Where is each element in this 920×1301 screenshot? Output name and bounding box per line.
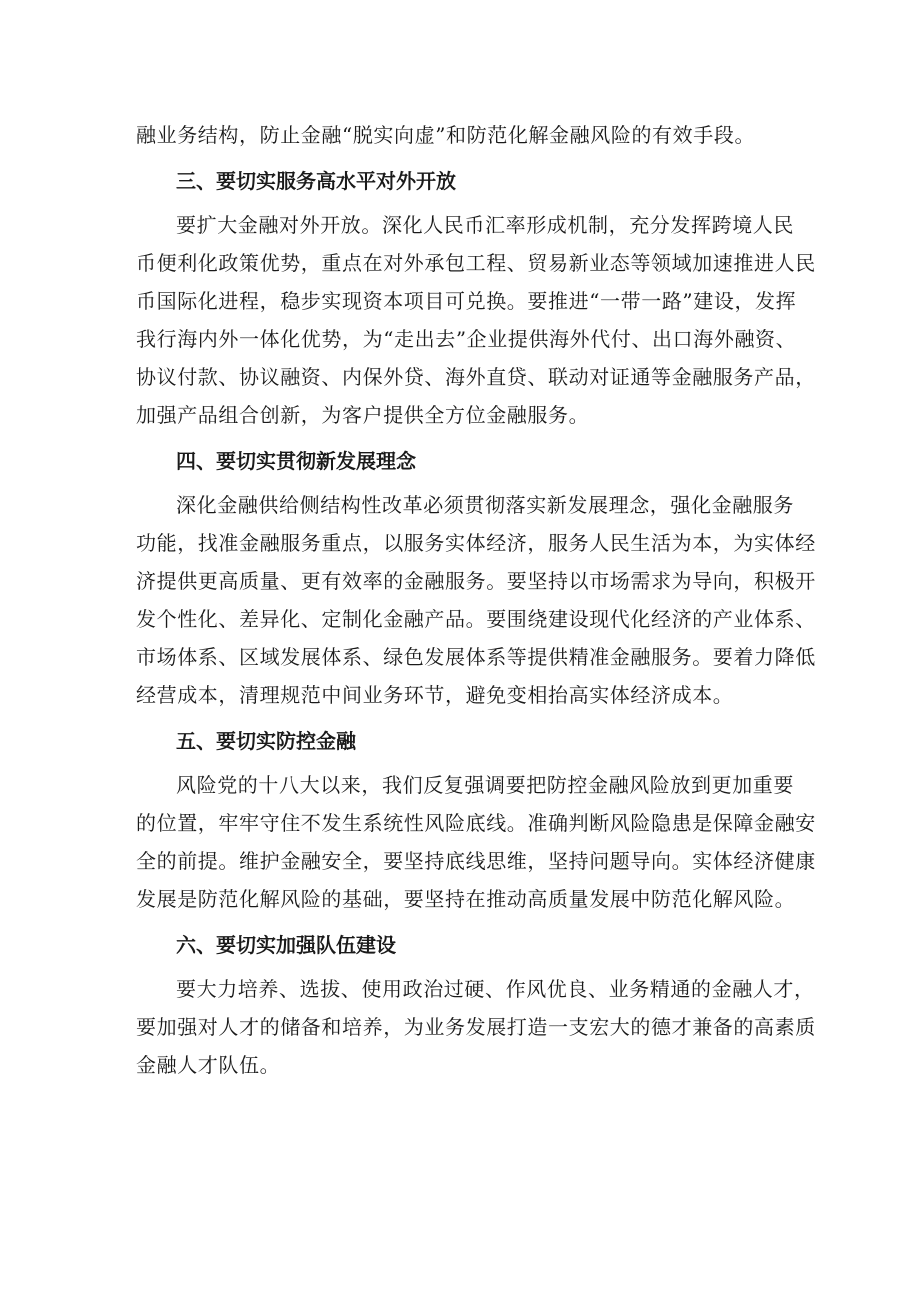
document-page [136,116,816,1086]
paragraph-line: 的位置，牢牢守住不发生系统性风险底线。准确判断风险隐患是保障金融安 [136,811,816,835]
paragraph-line: 我行海内外一体化优势，为“走出去”企业提供海外代付、出口海外融资、 [136,327,797,351]
paragraph-line: 金融人才队伍。 [136,1053,281,1077]
section-6 [136,926,816,1084]
paragraph-line: 深化金融供给侧结构性改革必须贯彻落实新发展理念，强化金融服务 [176,493,794,517]
paragraph-line: 要加强对人才的储备和培养，为业务发展打造一支宏大的德才兼备的高素质 [136,1015,816,1039]
section-heading: 六、要切实加强队伍建设 [176,933,396,957]
paragraph-line: 币国际化进程，稳步实现资本项目可兑换。要推进“一带一路”建设，发挥 [136,289,797,313]
paragraph-line: 加强产品组合创新，为客户提供全方位金融服务。 [136,403,590,427]
paragraph-line: 济提供更高质量、更有效率的金融服务。要坚持以市场需求为导向，积极开 [136,569,816,593]
paragraph-line: 经营成本，清理规范中间业务环节，避免变相抬高实体经济成本。 [136,683,734,707]
paragraph-line: 风险党的十八大以来，我们反复强调要把防控金融风险放到更加重要 [176,773,794,797]
paragraph-line: 市场体系、区域发展体系、绿色发展体系等提供精准金融服务。要着力降低 [136,645,816,669]
paragraph-line: 发展是防范化解风险的基础，要坚持在推动高质量发展中防范化解风险。 [136,887,796,911]
paragraph-line: 发个性化、差异化、定制化金融产品。要围绕建设现代化经济的产业体系、 [136,607,816,631]
paragraph-line: 要大力培养、选拔、使用政治过硬、作风优良、业务精通的金融人才， [176,977,815,1001]
paragraph-line: 功能，找准金融服务重点，以服务实体经济，服务人民生活为本，为实体经 [136,531,816,555]
paragraph-line: 协议付款、协议融资、内保外贷、海外直贷、联动对证通等金融服务产品， [136,365,816,389]
section-5 [136,722,816,918]
section-heading: 四、要切实贯彻新发展理念 [176,449,416,473]
paragraph-line: 要扩大金融对外开放。深化人民币汇率形成机制，充分发挥跨境人民 [176,213,794,237]
section-heading: 五、要切实防控金融 [176,729,356,753]
paragraph-line: 币便利化政策优势，重点在对外承包工程、贸易新业态等领域加速推进人民 [136,251,816,275]
section-3 [136,162,816,434]
paragraph-line: 全的前提。维护金融安全，要坚持底线思维，坚持问题导向。实体经济健康 [136,849,816,873]
section-heading: 三、要切实服务高水平对外开放 [176,169,456,193]
section-4 [136,442,816,714]
intro-paragraph-line: 融业务结构，防止金融“脱实向虚”和防范化解金融风险的有效手段。 [136,123,756,147]
